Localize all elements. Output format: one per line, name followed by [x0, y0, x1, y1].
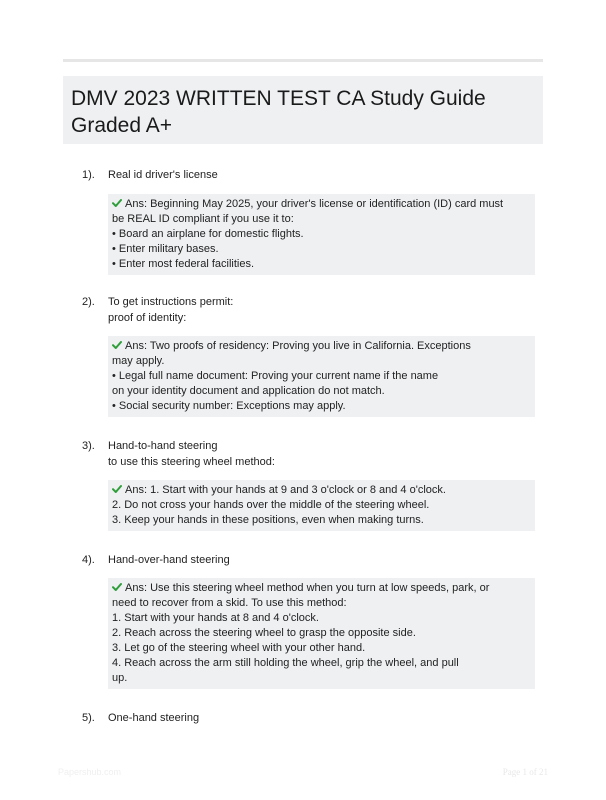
answer-prefix: Ans:: [125, 340, 148, 352]
answer-box: [108, 578, 535, 689]
question-line: to use this steering wheel method:: [108, 455, 275, 468]
answer-line: 4. Reach across the arm still holding the wheel, grip the wheel, and pull: [112, 657, 459, 669]
answer-box: [108, 194, 535, 275]
question-number: 1).: [82, 169, 95, 181]
answer-text: Two proofs of residency: Proving you live in California. Exceptions: [149, 340, 471, 352]
question-text: [108, 295, 528, 326]
question-number: 4).: [82, 554, 95, 566]
answer-prefix: Ans:: [125, 198, 148, 210]
question-line: Real id driver's license: [108, 169, 218, 181]
answer-text: 1. Start with your hands at 9 and 3 o'clock or 8 and 4 o'clock.: [150, 484, 446, 496]
answer-prefix: Ans:: [125, 484, 148, 496]
title-banner: [63, 76, 543, 144]
question-text: [108, 168, 528, 184]
answer-prefix: Ans:: [125, 582, 148, 594]
answer-line: 3. Let go of the steering wheel with your other hand.: [112, 642, 366, 654]
answer-line: [112, 197, 531, 212]
answer-line: • Enter most federal facilities.: [112, 258, 255, 270]
question-text: [108, 553, 528, 569]
answer-line: need to recover from a skid. To use this method:: [112, 597, 347, 609]
question-text: [108, 439, 528, 470]
answer-line: 1. Start with your hands at 8 and 4 o'clock.: [112, 612, 319, 624]
answer-line: [112, 483, 531, 498]
footer-watermark: Papershub.com: [58, 767, 122, 777]
answer-line: • Legal full name document: Proving your current name if the name: [112, 370, 439, 382]
top-divider: [63, 59, 543, 62]
question-line: Hand-to-hand steering: [108, 440, 218, 452]
question-line: To get instructions permit:: [108, 296, 234, 308]
answer-line: be REAL ID compliant if you use it to:: [112, 213, 294, 225]
answer-box: [108, 336, 535, 417]
check-icon: [112, 582, 122, 592]
check-icon: [112, 484, 122, 494]
question-line: Hand-over-hand steering: [108, 554, 230, 566]
answer-line: [112, 339, 531, 354]
question-line: One-hand steering: [108, 712, 200, 724]
answer-line: 2. Reach across the steering wheel to grasp the opposite side.: [112, 627, 416, 639]
question-number: 5).: [82, 712, 95, 724]
answer-line: • Board an airplane for domestic flights.: [112, 228, 304, 240]
answer-line: on your identity document and application do not match.: [112, 385, 385, 397]
answer-text: Use this steering wheel method when you turn at low speeds, park, or: [150, 582, 490, 594]
question-number: 3).: [82, 440, 95, 452]
answer-line: may apply.: [112, 355, 165, 367]
answer-box: [108, 480, 535, 531]
answer-line: 3. Keep your hands in these positions, even when making turns.: [112, 514, 424, 526]
answer-line: [112, 581, 531, 596]
check-icon: [112, 340, 122, 350]
check-icon: [112, 198, 122, 208]
answer-line: 2. Do not cross your hands over the middle of the steering wheel.: [112, 499, 430, 511]
answer-line: • Social security number: Exceptions may apply.: [112, 400, 346, 412]
answer-line: up.: [112, 672, 128, 684]
question-number: 2).: [82, 296, 95, 308]
question-text: [108, 711, 528, 727]
page-number: Page 1 of 21: [502, 767, 548, 777]
answer-line: • Enter military bases.: [112, 243, 219, 255]
answer-text: Beginning May 2025, your driver's license or identification (ID) card must: [150, 198, 504, 210]
question-line: proof of identity:: [108, 311, 187, 324]
document-title: DMV 2023 WRITTEN TEST CA Study Guide Graded A+: [71, 87, 486, 137]
